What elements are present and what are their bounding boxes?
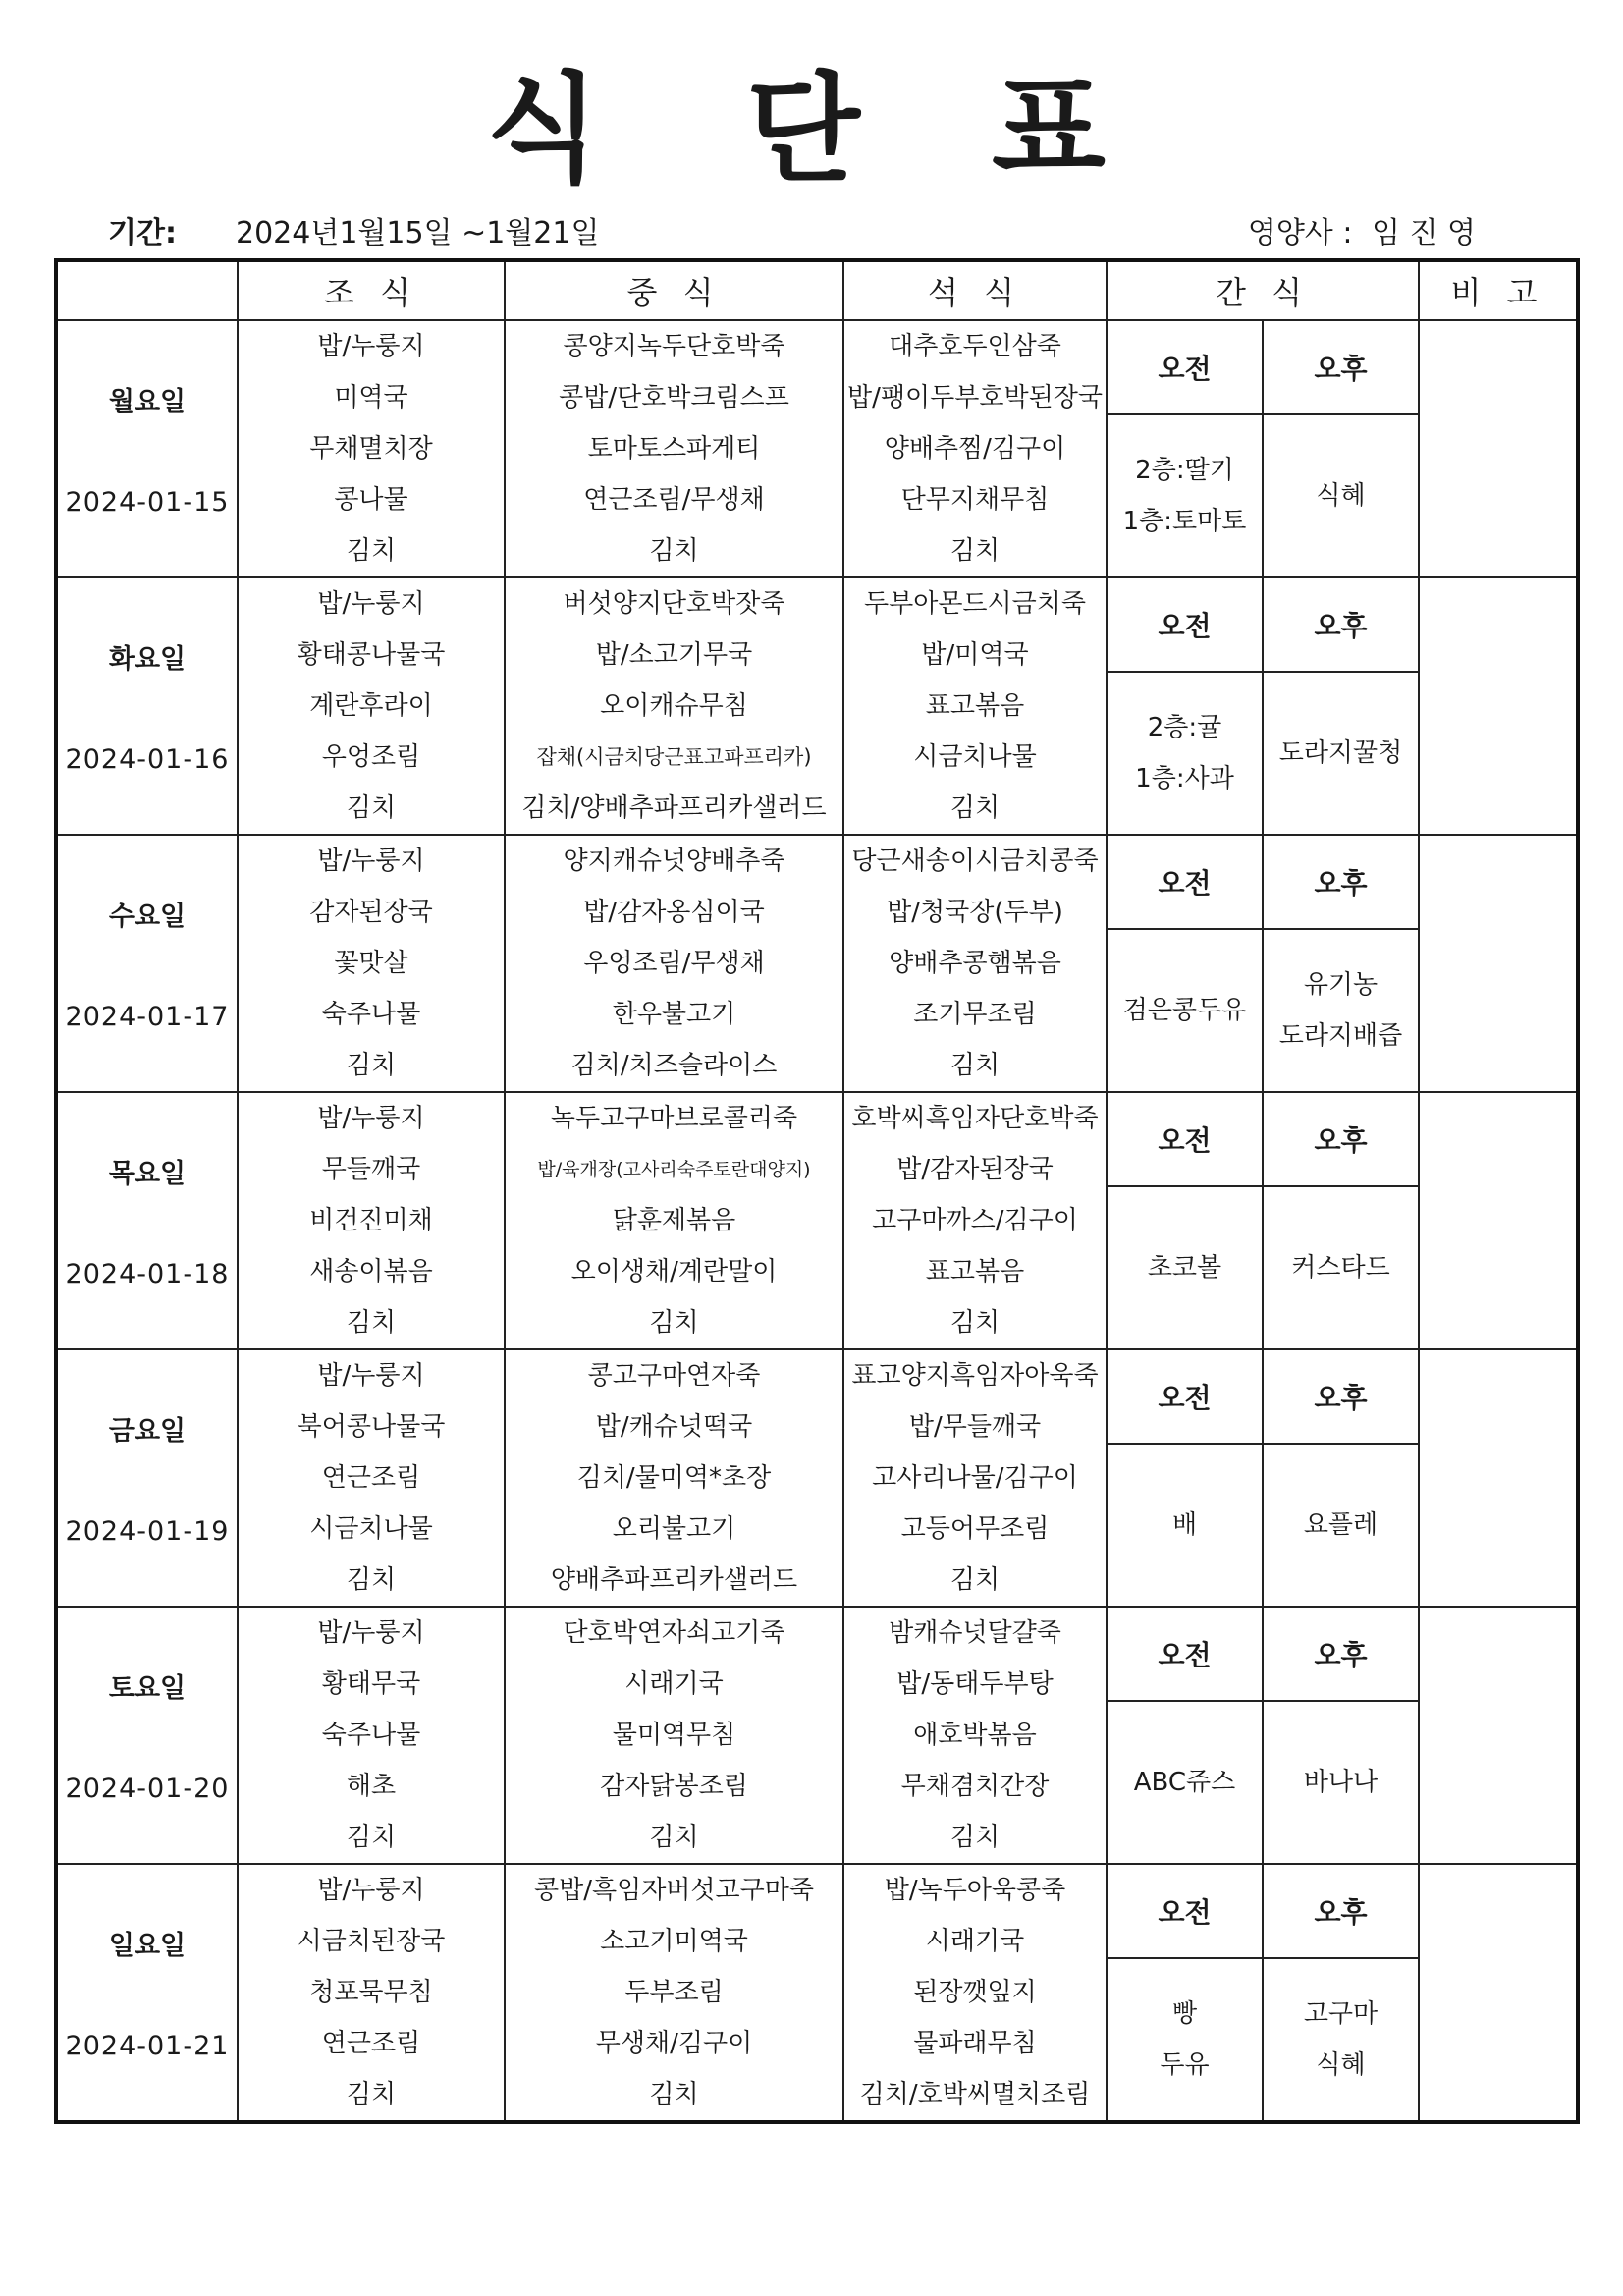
snack-pm-item: 고구마 bbox=[1303, 1998, 1379, 2029]
snack-pm-list bbox=[1264, 1959, 1418, 2120]
breakfast-item: 꽃맛살 bbox=[334, 949, 408, 978]
breakfast-item: 밥/누룽지 bbox=[317, 1104, 425, 1133]
note-cell bbox=[1419, 835, 1578, 1092]
dinner-item: 시래기국 bbox=[925, 1927, 1025, 1956]
dinner-item: 당근새송이시금치콩죽 bbox=[851, 847, 1099, 876]
lunch-item: 버섯양지단호박잣죽 bbox=[563, 589, 785, 619]
dinner-item: 김치 bbox=[949, 536, 1001, 566]
snack-pm-item: 유기농 bbox=[1303, 969, 1379, 1000]
dietitian-label: 영양사 : bbox=[1247, 216, 1353, 250]
lunch-cell bbox=[505, 1349, 843, 1607]
header-dinner: 석 식 bbox=[843, 260, 1107, 320]
day-date: 2024-01-20 bbox=[65, 1774, 230, 1804]
breakfast-item: 밥/누룽지 bbox=[317, 1876, 425, 1905]
lunch-item: 밥/감자옹심이국 bbox=[583, 898, 765, 927]
day-name: 목요일 bbox=[108, 1159, 187, 1189]
snack-am-item: 2층:딸기 bbox=[1135, 455, 1234, 485]
breakfast-item: 청포묵무침 bbox=[309, 1978, 433, 2007]
header-snack: 간 식 bbox=[1107, 260, 1419, 320]
header-note: 비 고 bbox=[1419, 260, 1578, 320]
dinner-cell bbox=[843, 320, 1107, 577]
dinner-item: 김치 bbox=[949, 1565, 1001, 1595]
lunch-item: 무생채/김구이 bbox=[595, 2029, 753, 2058]
day-date: 2024-01-15 bbox=[65, 487, 230, 518]
breakfast-item: 김치 bbox=[346, 2080, 397, 2109]
lunch-item: 콩고구마연자죽 bbox=[587, 1361, 761, 1391]
breakfast-cell bbox=[238, 1349, 505, 1607]
lunch-item: 녹두고구마브로콜리죽 bbox=[550, 1104, 798, 1133]
dinner-item: 밥/무들깨국 bbox=[908, 1412, 1042, 1442]
day-row bbox=[56, 320, 1578, 577]
lunch-item: 두부조림 bbox=[624, 1978, 724, 2007]
lunch-item: 김치 bbox=[649, 536, 699, 566]
lunch-item: 김치 bbox=[649, 1823, 699, 1852]
header-lunch: 중 식 bbox=[505, 260, 843, 320]
lunch-item: 감자닭봉조림 bbox=[600, 1772, 748, 1801]
page-title bbox=[0, 57, 1623, 204]
snack-pm-list bbox=[1264, 415, 1418, 576]
lunch-item: 밥/캐슈넛떡국 bbox=[595, 1412, 753, 1442]
snack-am-item: 두유 bbox=[1160, 2050, 1210, 2080]
breakfast-item: 김치 bbox=[346, 536, 397, 566]
snack-am-item: 1층:사과 bbox=[1135, 763, 1234, 793]
breakfast-item: 김치 bbox=[346, 1823, 397, 1852]
snack-am-list bbox=[1108, 1959, 1264, 2120]
lunch-item: 시래기국 bbox=[624, 1669, 724, 1699]
lunch-item: 콩밥/흑임자버섯고구마죽 bbox=[533, 1876, 815, 1905]
breakfast-item: 밥/누룽지 bbox=[317, 332, 425, 361]
snack-pm-item: 요플레 bbox=[1303, 1509, 1379, 1540]
breakfast-item: 콩나물 bbox=[334, 485, 408, 515]
day-row bbox=[56, 1607, 1578, 1864]
breakfast-cell bbox=[238, 1864, 505, 2122]
lunch-item: 토마토스파게티 bbox=[587, 434, 761, 464]
snack-cell bbox=[1107, 1607, 1419, 1864]
lunch-item: 닭훈제볶음 bbox=[612, 1206, 736, 1235]
lunch-item: 김치 bbox=[649, 1308, 699, 1338]
lunch-item: 밥/소고기무국 bbox=[595, 640, 753, 670]
breakfast-item: 무들깨국 bbox=[321, 1155, 421, 1184]
lunch-item: 양배추파프리카샐러드 bbox=[550, 1565, 798, 1595]
day-cell bbox=[56, 1092, 238, 1349]
dinner-item: 밥/동태두부탕 bbox=[896, 1669, 1054, 1699]
dinner-item: 단무지채무침 bbox=[900, 485, 1050, 515]
breakfast-item: 감자된장국 bbox=[309, 898, 433, 927]
snack-pm-label: 오후 bbox=[1314, 352, 1368, 385]
dinner-item: 고구마까스/김구이 bbox=[872, 1206, 1078, 1235]
day-name: 화요일 bbox=[108, 644, 187, 675]
snack-am-label: 오전 bbox=[1108, 1865, 1264, 1957]
breakfast-item: 새송이볶음 bbox=[309, 1257, 433, 1286]
snack-pm-item: 도라지배즙 bbox=[1278, 1020, 1403, 1051]
note-cell bbox=[1419, 1864, 1578, 2122]
lunch-item: 밥/육개장(고사리숙주토란대양지) bbox=[537, 1159, 811, 1180]
dinner-item: 김치/호박씨멸치조림 bbox=[859, 2080, 1091, 2109]
lunch-item: 김치/치즈슬라이스 bbox=[570, 1051, 778, 1080]
breakfast-item: 밥/누룽지 bbox=[317, 589, 425, 619]
dinner-item: 밥/감자된장국 bbox=[896, 1155, 1054, 1184]
dinner-cell bbox=[843, 1607, 1107, 1864]
day-date: 2024-01-17 bbox=[65, 1002, 230, 1032]
breakfast-item: 북어콩나물국 bbox=[297, 1412, 446, 1442]
dinner-item: 호박씨흑임자단호박죽 bbox=[851, 1104, 1099, 1133]
snack-cell bbox=[1107, 835, 1419, 1092]
lunch-item: 콩밥/단호박크림스프 bbox=[559, 383, 789, 412]
corner-cell bbox=[56, 260, 238, 320]
lunch-item: 연근조림/무생채 bbox=[583, 485, 765, 515]
lunch-item: 김치/물미역*초장 bbox=[576, 1463, 772, 1493]
note-cell bbox=[1419, 1607, 1578, 1864]
breakfast-cell bbox=[238, 577, 505, 835]
lunch-cell bbox=[505, 1864, 843, 2122]
breakfast-item: 밥/누룽지 bbox=[317, 1361, 425, 1391]
lunch-cell bbox=[505, 835, 843, 1092]
dinner-item: 표고양지흑임자아욱죽 bbox=[851, 1361, 1099, 1391]
dinner-item: 시금치나물 bbox=[913, 742, 1037, 772]
day-row bbox=[56, 1864, 1578, 2122]
breakfast-cell bbox=[238, 320, 505, 577]
day-cell bbox=[56, 835, 238, 1092]
menu-table bbox=[54, 258, 1580, 2124]
dinner-item: 조기무조림 bbox=[913, 1000, 1037, 1029]
dinner-item: 양배추콩햄볶음 bbox=[889, 949, 1061, 978]
note-cell bbox=[1419, 320, 1578, 577]
day-date: 2024-01-16 bbox=[65, 744, 230, 775]
breakfast-item: 김치 bbox=[346, 1308, 397, 1338]
breakfast-item: 김치 bbox=[346, 793, 397, 823]
snack-am-list bbox=[1108, 1702, 1264, 1863]
snack-pm-label: 오후 bbox=[1314, 866, 1368, 900]
snack-am-list bbox=[1108, 1187, 1264, 1348]
header-row bbox=[56, 260, 1578, 320]
breakfast-item: 우엉조림 bbox=[321, 742, 421, 772]
breakfast-cell bbox=[238, 1092, 505, 1349]
snack-pm-label: 오후 bbox=[1314, 1895, 1368, 1929]
snack-cell bbox=[1107, 1864, 1419, 2122]
snack-pm-label: 오후 bbox=[1314, 1123, 1368, 1157]
header-breakfast: 조 식 bbox=[238, 260, 505, 320]
breakfast-item: 시금치나물 bbox=[309, 1514, 433, 1544]
dietitian bbox=[1238, 214, 1476, 253]
lunch-item: 양지캐슈넛양배추죽 bbox=[563, 847, 785, 876]
lunch-item: 콩양지녹두단호박죽 bbox=[563, 332, 785, 361]
lunch-item: 물미역무침 bbox=[612, 1721, 736, 1750]
day-cell bbox=[56, 320, 238, 577]
breakfast-item: 계란후라이 bbox=[309, 691, 433, 721]
title-char-2: 단 bbox=[746, 62, 860, 198]
snack-cell bbox=[1107, 320, 1419, 577]
snack-am-item: 배 bbox=[1171, 1509, 1198, 1540]
dinner-item: 밥/팽이두부호박된장국 bbox=[847, 383, 1103, 412]
snack-am-item: 초코볼 bbox=[1147, 1252, 1222, 1283]
breakfast-item: 해초 bbox=[346, 1772, 397, 1801]
day-cell bbox=[56, 1864, 238, 2122]
dinner-item: 밤캐슈넛달걀죽 bbox=[889, 1618, 1061, 1648]
breakfast-cell bbox=[238, 835, 505, 1092]
snack-pm-item: 바나나 bbox=[1303, 1767, 1379, 1797]
day-name: 수요일 bbox=[108, 902, 187, 932]
snack-am-item: 빵 bbox=[1171, 1998, 1198, 2029]
lunch-item: 김치/양배추파프리카샐러드 bbox=[521, 793, 827, 823]
dinner-cell bbox=[843, 1092, 1107, 1349]
dinner-item: 물파래무침 bbox=[913, 2029, 1037, 2058]
snack-pm-list bbox=[1264, 673, 1418, 834]
dinner-cell bbox=[843, 577, 1107, 835]
snack-am-label: 오전 bbox=[1108, 1093, 1264, 1185]
dinner-item: 표고볶음 bbox=[925, 1257, 1025, 1286]
dinner-item: 무채겸치간장 bbox=[900, 1772, 1050, 1801]
dinner-item: 고등어무조림 bbox=[900, 1514, 1050, 1544]
snack-pm-item: 식혜 bbox=[1316, 480, 1366, 511]
dinner-cell bbox=[843, 1349, 1107, 1607]
day-name: 토요일 bbox=[108, 1673, 187, 1704]
snack-am-label: 오전 bbox=[1108, 578, 1264, 671]
lunch-cell bbox=[505, 1607, 843, 1864]
period-value: 2024년1월15일 ~1월21일 bbox=[236, 216, 600, 250]
snack-am-list bbox=[1108, 930, 1264, 1091]
snack-pm-item: 도라지꿀청 bbox=[1278, 738, 1403, 768]
title-char-1: 식 bbox=[486, 62, 600, 198]
day-name: 일요일 bbox=[108, 1931, 187, 1961]
day-date: 2024-01-19 bbox=[65, 1516, 230, 1547]
snack-pm-label: 오후 bbox=[1314, 1638, 1368, 1671]
snack-pm-list bbox=[1264, 1702, 1418, 1863]
snack-cell bbox=[1107, 1349, 1419, 1607]
breakfast-item: 시금치된장국 bbox=[297, 1927, 446, 1956]
snack-pm-label: 오후 bbox=[1314, 609, 1368, 642]
breakfast-item: 김치 bbox=[346, 1565, 397, 1595]
day-cell bbox=[56, 1349, 238, 1607]
lunch-item: 오이캐슈무침 bbox=[600, 691, 748, 721]
note-cell bbox=[1419, 577, 1578, 835]
snack-cell bbox=[1107, 1092, 1419, 1349]
snack-pm-list bbox=[1264, 1445, 1418, 1606]
dinner-item: 김치 bbox=[949, 1051, 1001, 1080]
day-row bbox=[56, 1349, 1578, 1607]
note-cell bbox=[1419, 1092, 1578, 1349]
breakfast-item: 황태콩나물국 bbox=[297, 640, 446, 670]
day-date: 2024-01-21 bbox=[65, 2031, 230, 2061]
breakfast-item: 황태무국 bbox=[321, 1669, 421, 1699]
breakfast-item: 김치 bbox=[346, 1051, 397, 1080]
snack-am-label: 오전 bbox=[1108, 836, 1264, 928]
lunch-cell bbox=[505, 1092, 843, 1349]
lunch-item: 잡채(시금치당근표고파프리카) bbox=[536, 745, 812, 769]
snack-pm-item: 커스타드 bbox=[1291, 1252, 1390, 1283]
dinner-item: 애호박볶음 bbox=[913, 1721, 1037, 1750]
dinner-item: 대추호두인삼죽 bbox=[889, 332, 1061, 361]
lunch-item: 김치 bbox=[649, 2080, 699, 2109]
snack-am-label: 오전 bbox=[1108, 321, 1264, 413]
dinner-item: 김치 bbox=[949, 793, 1001, 823]
lunch-cell bbox=[505, 577, 843, 835]
dinner-item: 밥/녹두아욱콩죽 bbox=[884, 1876, 1066, 1905]
note-cell bbox=[1419, 1349, 1578, 1607]
day-date: 2024-01-18 bbox=[65, 1259, 230, 1289]
snack-am-item: 검은콩두유 bbox=[1122, 995, 1247, 1025]
dinner-item: 양배추찜/김구이 bbox=[884, 434, 1066, 464]
day-name: 금요일 bbox=[108, 1416, 187, 1447]
breakfast-item: 숙주나물 bbox=[321, 1000, 421, 1029]
dinner-item: 된장깻잎지 bbox=[913, 1978, 1037, 2007]
day-cell bbox=[56, 1607, 238, 1864]
snack-am-label: 오전 bbox=[1108, 1350, 1264, 1443]
title-char-3: 표 bbox=[992, 62, 1106, 198]
dinner-item: 고사리나물/김구이 bbox=[872, 1463, 1078, 1493]
breakfast-item: 밥/누룽지 bbox=[317, 847, 425, 876]
snack-am-label: 오전 bbox=[1108, 1608, 1264, 1700]
dinner-cell bbox=[843, 835, 1107, 1092]
breakfast-item: 비건진미채 bbox=[309, 1206, 433, 1235]
day-cell bbox=[56, 577, 238, 835]
lunch-cell bbox=[505, 320, 843, 577]
day-name: 월요일 bbox=[108, 387, 187, 417]
day-row bbox=[56, 577, 1578, 835]
day-row bbox=[56, 835, 1578, 1092]
lunch-item: 우엉조림/무생채 bbox=[583, 949, 765, 978]
breakfast-item: 연근조림 bbox=[321, 1463, 421, 1493]
snack-cell bbox=[1107, 577, 1419, 835]
dinner-item: 김치 bbox=[949, 1308, 1001, 1338]
dinner-item: 김치 bbox=[949, 1823, 1001, 1852]
snack-pm-item: 식혜 bbox=[1316, 2050, 1366, 2080]
snack-pm-list bbox=[1264, 930, 1418, 1091]
lunch-item: 오리불고기 bbox=[612, 1514, 736, 1544]
breakfast-item: 숙주나물 bbox=[321, 1721, 421, 1750]
lunch-item: 한우불고기 bbox=[612, 1000, 736, 1029]
snack-am-list bbox=[1108, 415, 1264, 576]
day-row bbox=[56, 1092, 1578, 1349]
dinner-item: 밥/미역국 bbox=[921, 640, 1029, 670]
breakfast-item: 미역국 bbox=[334, 383, 408, 412]
period-label: 기간: bbox=[108, 216, 177, 250]
snack-am-item: 2층:귤 bbox=[1147, 712, 1222, 742]
snack-pm-label: 오후 bbox=[1314, 1381, 1368, 1414]
snack-am-list bbox=[1108, 673, 1264, 834]
dinner-item: 밥/청국장(두부) bbox=[887, 898, 1063, 927]
snack-am-list bbox=[1108, 1445, 1264, 1606]
lunch-item: 단호박연자쇠고기죽 bbox=[563, 1618, 785, 1648]
breakfast-item: 연근조림 bbox=[321, 2029, 421, 2058]
snack-am-item: 1층:토마토 bbox=[1122, 506, 1247, 536]
dinner-item: 표고볶음 bbox=[925, 691, 1025, 721]
breakfast-item: 무채멸치장 bbox=[309, 434, 433, 464]
breakfast-cell bbox=[238, 1607, 505, 1864]
breakfast-item: 밥/누룽지 bbox=[317, 1618, 425, 1648]
dietitian-name: 임 진 영 bbox=[1371, 216, 1476, 250]
lunch-item: 오이생채/계란말이 bbox=[570, 1257, 778, 1286]
lunch-item: 소고기미역국 bbox=[600, 1927, 748, 1956]
snack-pm-list bbox=[1264, 1187, 1418, 1348]
snack-am-item: ABC쥬스 bbox=[1133, 1767, 1236, 1797]
dinner-item: 두부아몬드시금치죽 bbox=[863, 589, 1087, 619]
dinner-cell bbox=[843, 1864, 1107, 2122]
